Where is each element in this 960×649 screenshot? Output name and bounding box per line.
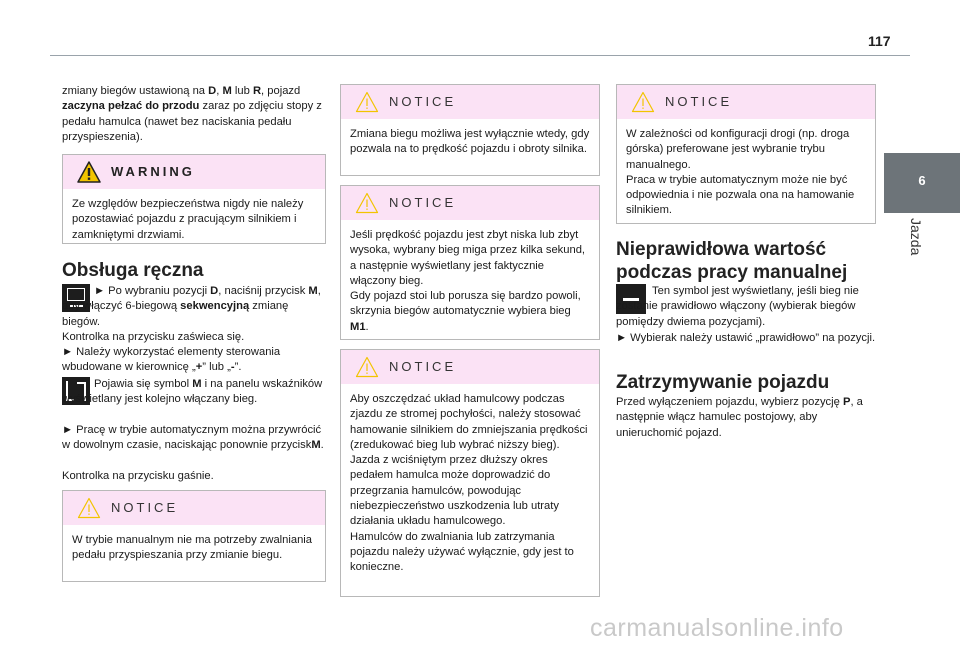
notice-body: [341, 384, 599, 584]
chapter-title: [906, 218, 926, 278]
notice-text-2: Jazda z wciśniętym przez dłuższy okres pedałem hamulca może doprowadzić do przegrzania hamulców, powodując niebezpieczeństwo uszkodzenia lub utraty działania układu hamulcowego.: [350, 454, 559, 528]
notice-text: Zmiana biegu możliwa jest wyłącznie wtedy, gdy pozwala na to prędkość pojazdu i obroty silnika.: [350, 128, 590, 156]
notice-box-2: [340, 185, 600, 340]
chapter-number: 6: [918, 173, 926, 188]
notice-title: NOTICE: [665, 94, 733, 109]
notice-triangle-icon: [355, 356, 379, 378]
chapter-title-text: Jazda: [908, 218, 924, 256]
invalid-heading-line-1: Nieprawidłowa wartość: [616, 239, 827, 260]
notice-box-manual: [62, 490, 326, 582]
notice-box-3: [340, 349, 600, 597]
notice-box-col3: [616, 84, 876, 224]
notice-body: [617, 119, 875, 227]
notice-text-2: [350, 289, 590, 335]
notice-text-1: Aby oszczędzać układ hamulcowy podczas zjazdu ze stromej pochyłości, należy stosować hamowanie silnikiem do zmniejszania prędkości (zredukować bieg lub wybrać niższy bieg).: [350, 393, 588, 451]
manual-step-2: Kontrolka na przycisku zaświeca się.: [62, 331, 245, 343]
notice-text-2a: Gdy pojazd stoi lub porusza się bardzo powoli, skrzynia biegów automatycznie wybiera bieg: [350, 290, 581, 318]
notice-text-1: Jeśli prędkość pojazdu jest zbyt niska lub zbyt wysoka, wybrany bieg miga przez kilka sekund, a następnie wyświetlany jest faktycznie włączony bieg.: [350, 229, 586, 287]
notice-title: NOTICE: [389, 359, 457, 374]
manual-step-5: ► Pracę w trybie automatycznym można przywrócić w dowolnym czasie, naciskając ponownie przyciskM.: [62, 424, 324, 452]
warning-text: Ze względów bezpieczeństwa nigdy nie należy pozostawiać pojazdu z pracującym silnikiem i zamkniętymi drzwiami.: [72, 198, 304, 241]
watermark: carmanualsonline.info: [590, 614, 844, 642]
notice-triangle-icon: [631, 91, 655, 113]
warning-header: [63, 155, 325, 189]
warning-title: WARNING: [111, 164, 195, 179]
notice-header: [341, 186, 599, 220]
notice-body: [341, 220, 599, 343]
manual-heading: Obsługa ręczna: [62, 260, 204, 281]
warning-box: [62, 154, 326, 244]
notice-triangle-icon: [355, 192, 379, 214]
notice-header: [341, 85, 599, 119]
notice-text-2: Praca w trybie automatycznym może nie być odpowiednia i nie pozwala ona na hamowanie silnikiem.: [626, 173, 855, 217]
notice-header: [617, 85, 875, 119]
invalid-value-heading: [616, 238, 876, 284]
notice-triangle-icon: [355, 91, 379, 113]
notice-triangle-icon: [77, 497, 101, 519]
chapter-tab[interactable]: [884, 153, 960, 213]
manual-step-4: Pojawia się symbol M i na panelu wskaźników wyświetlany jest kolejno włączany bieg.: [62, 378, 323, 406]
manual-step-6: Kontrolka na przycisku gaśnie.: [62, 470, 214, 482]
notice-title: NOTICE: [111, 500, 179, 515]
manual-step-3: ► Należy wykorzystać elementy sterowania wbudowane w kierownicę „+” lub „-”.: [62, 346, 281, 374]
invalid-heading-line-2: podczas pracy manualnej: [616, 262, 848, 283]
notice-header: [341, 350, 599, 384]
notice-text: W trybie manualnym nie ma potrzeby zwalniania pedału przyspieszania przy zmianie biegu.: [72, 534, 313, 562]
intro-paragraph: zmiany biegów ustawioną na D, M lub R, pojazd zaczyna pełzać do przodu zaraz po zdjęciu stopy z pedału hamulca (nawet bez naciskania pedału przyspieszenia).: [62, 85, 322, 143]
stop-paragraph: Przed wyłączeniem pojazdu, wybierz pozycję P, a następnie włącz hamulec postojowy, aby unieruchomić pojazd.: [616, 396, 863, 439]
notice-box-1: [340, 84, 600, 176]
notice-text-2c: .: [365, 320, 369, 333]
invalid-description: Ten symbol jest wyświetlany, jeśli bieg nie zostanie prawidłowo włączony (wybierak biegów pomiędzy dwiema pozycjami).: [616, 285, 859, 328]
notice-header: [63, 491, 325, 525]
top-rule: [50, 55, 910, 56]
notice-title: NOTICE: [389, 195, 457, 210]
notice-text-1: W zależności od konfiguracji drogi (np. droga górska) preferowane jest wybranie trybu manualnego.: [626, 128, 850, 171]
notice-text-3: Hamulców do zwalniania lub zatrzymania pojazdu należy używać wyłącznie, gdy jest to konieczne.: [350, 530, 574, 574]
page-number: 117: [868, 33, 891, 49]
gear-m1: M1: [350, 320, 366, 333]
manual-step-1: ► Po wybraniu pozycji D, naciśnij przycisk M, aby włączyć 6-biegową sekwencyjną zmianę biegów.: [62, 285, 321, 328]
warning-triangle-icon: [77, 161, 101, 183]
notice-title: NOTICE: [389, 94, 457, 109]
invalid-instruction: ► Wybierak należy ustawić „prawidłowo” na pozycji.: [616, 332, 876, 344]
stop-heading: Zatrzymywanie pojazdu: [616, 372, 830, 393]
